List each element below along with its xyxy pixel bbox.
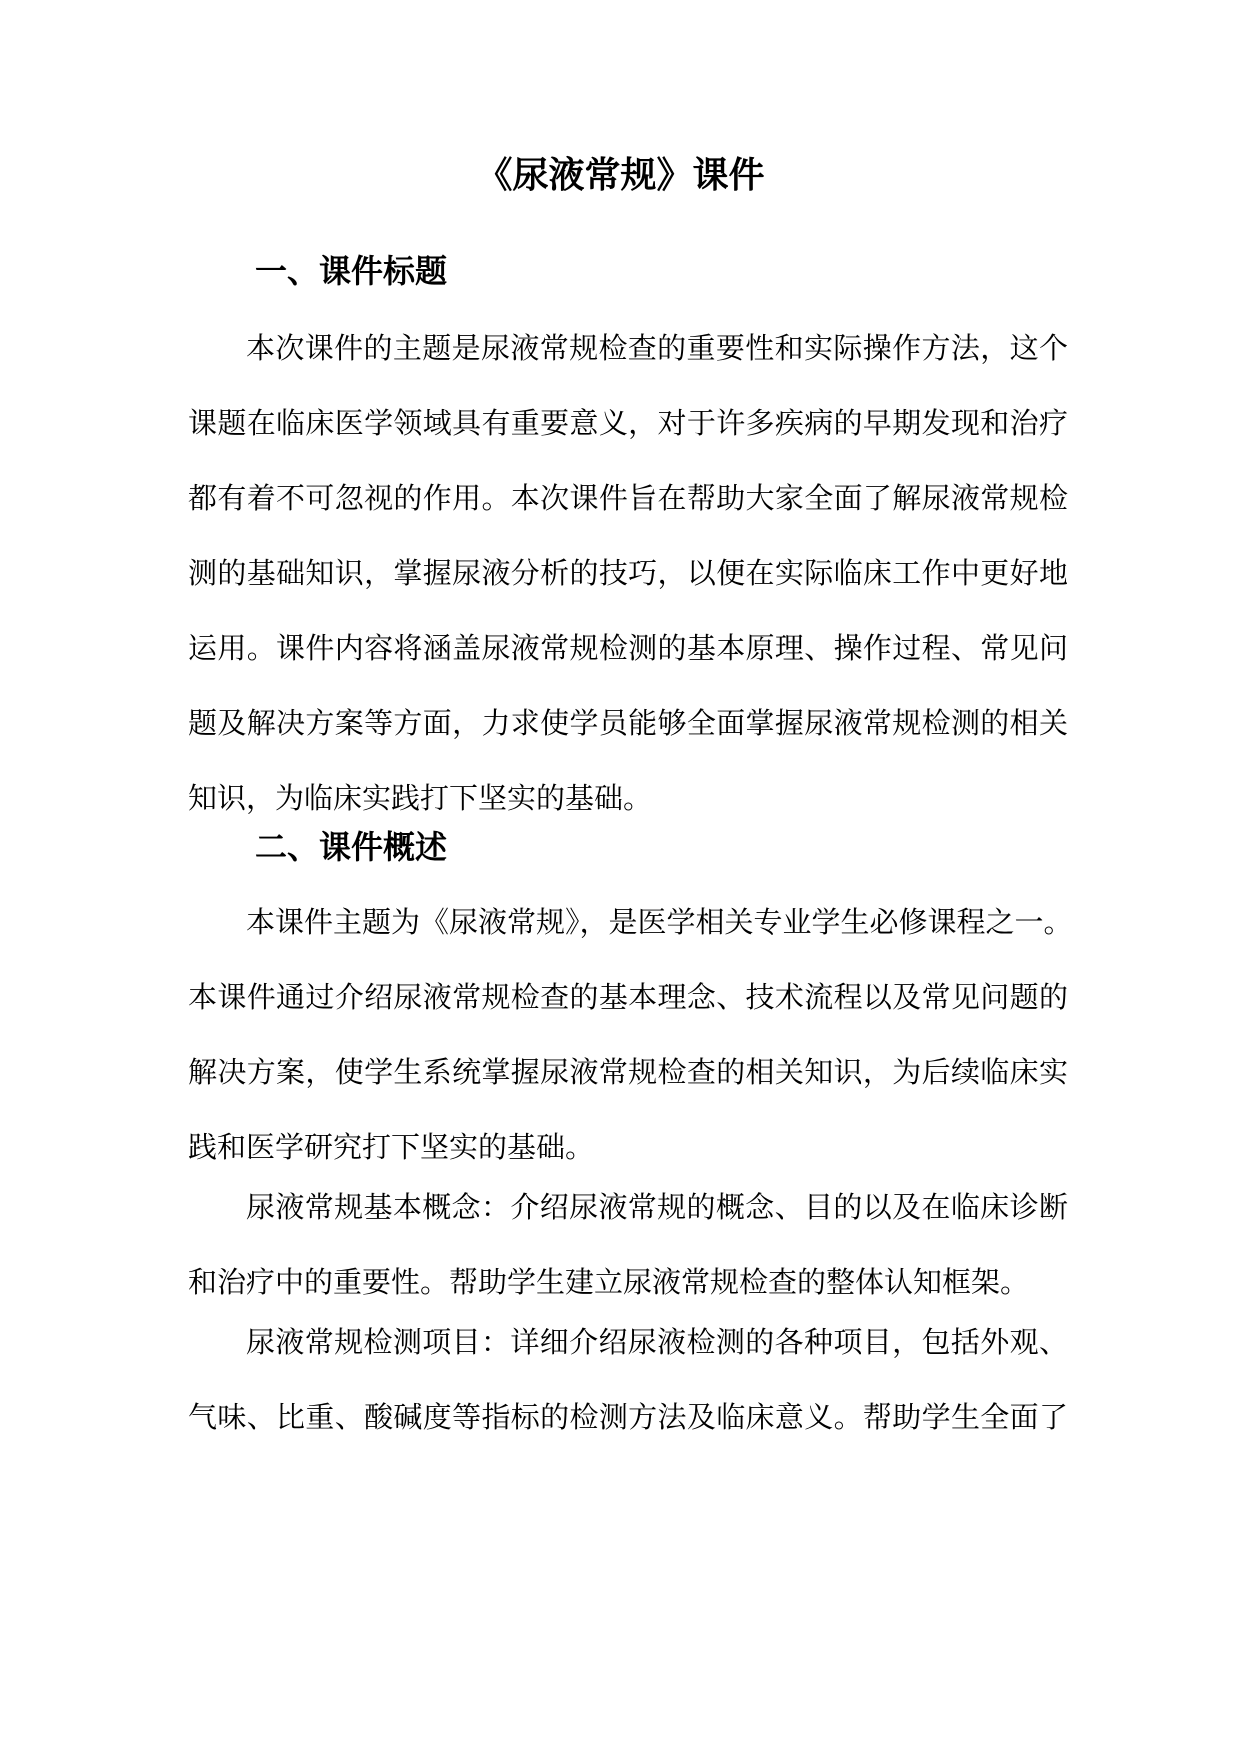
document-title: 《尿液常规》课件	[476, 154, 765, 196]
paragraph-line: 课题在临床医学领域具有重要意义，对于许多疾病的早期发现和治疗	[188, 406, 1068, 440]
paragraph-line: 运用。课件内容将涵盖尿液常规检测的基本原理、操作过程、常见问	[188, 631, 1068, 665]
paragraph-line: 尿液常规基本概念：介绍尿液常规的概念、目的以及在临床诊断	[246, 1190, 1068, 1224]
section-2-paragraph-1	[188, 885, 1073, 1185]
section-heading-1: 一、课件标题	[255, 252, 448, 290]
paragraph-line: 知识，为临床实践打下坚实的基础。	[188, 781, 653, 815]
paragraph-line: 测的基础知识，掌握尿液分析的技巧，以便在实际临床工作中更好地	[188, 556, 1068, 590]
paragraph-line: 和治疗中的重要性。帮助学生建立尿液常规检查的整体认知框架。	[188, 1265, 1030, 1299]
paragraph-line: 本次课件的主题是尿液常规检查的重要性和实际操作方法，这个	[246, 331, 1068, 365]
paragraph-line: 尿液常规检测项目：详细介绍尿液检测的各种项目，包括外观、	[246, 1325, 1068, 1359]
paragraph-line: 都有着不可忽视的作用。本次课件旨在帮助大家全面了解尿液常规检	[188, 481, 1068, 515]
section-2-paragraph-2	[188, 1170, 1068, 1320]
section-heading-2: 二、课件概述	[255, 828, 448, 866]
paragraph-line: 题及解决方案等方面，力求使学员能够全面掌握尿液常规检测的相关	[188, 706, 1068, 740]
paragraph-line: 解决方案，使学生系统掌握尿液常规检查的相关知识，为后续临床实	[188, 1055, 1068, 1089]
paragraph-line: 本课件主题为《尿液常规》，是医学相关专业学生必修课程之一。	[246, 905, 1073, 939]
section-1-paragraph-1	[188, 311, 1068, 836]
section-2-paragraph-3	[188, 1305, 1068, 1455]
paragraph-line: 气味、比重、酸碱度等指标的检测方法及临床意义。帮助学生全面了	[188, 1400, 1068, 1434]
paragraph-line: 本课件通过介绍尿液常规检查的基本理念、技术流程以及常见问题的	[188, 980, 1068, 1014]
paragraph-line: 践和医学研究打下坚实的基础。	[188, 1130, 595, 1164]
